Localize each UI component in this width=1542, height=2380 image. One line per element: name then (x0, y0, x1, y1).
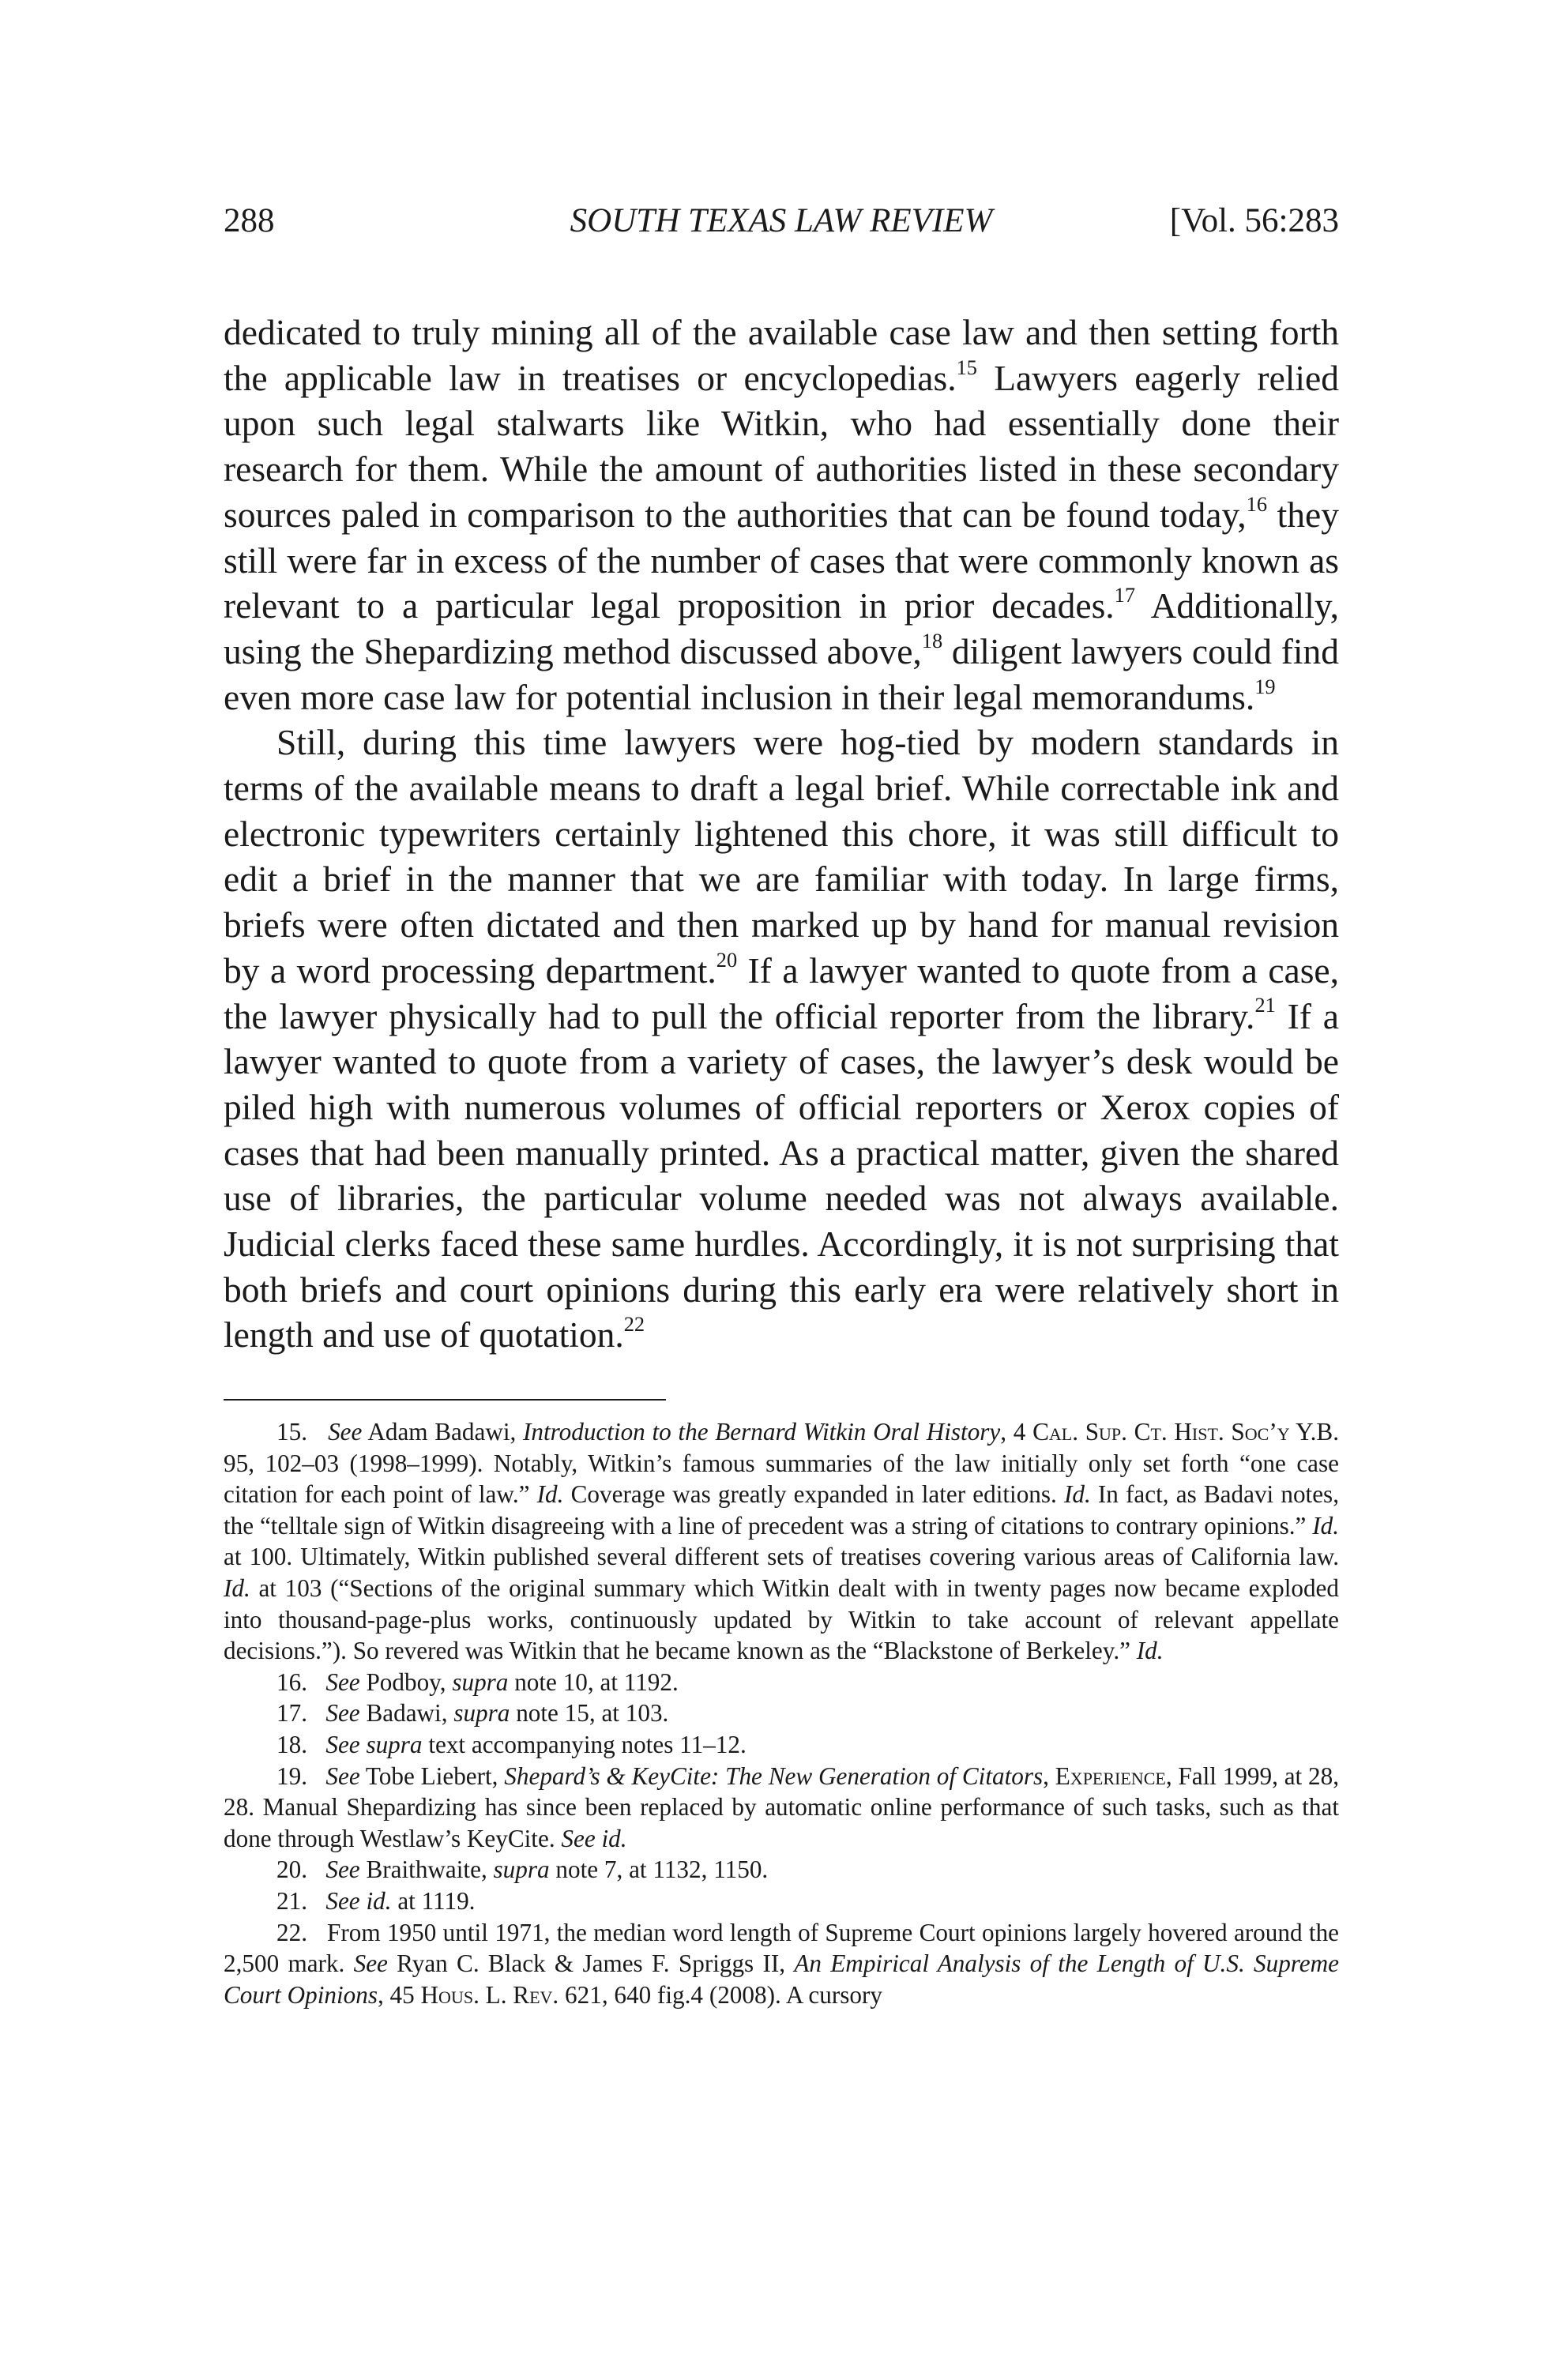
article-title: Introduction to the Bernard Witkin Oral History (523, 1418, 1001, 1446)
footnote-ref-20: 20 (716, 947, 738, 972)
text-run: they still were far in excess of the number of cases that were commonly known as relevant to a particular legal proposition in prior decades. (224, 494, 1339, 626)
text-run: , 45 (377, 1980, 421, 2009)
id-signal: See id. (325, 1886, 392, 1915)
text-run: , (1043, 1762, 1055, 1790)
paragraph-1 (224, 310, 1339, 720)
journal-name: Hous. L. Rev. (420, 1980, 559, 2009)
text-run: If a lawyer wanted to quote from a case, the lawyer physically had to pull the official reporter from the library. (224, 949, 1339, 1036)
signal: See (325, 1668, 360, 1696)
signal: See (325, 1762, 360, 1790)
id-signal: Id. (1136, 1637, 1164, 1665)
text-run: , Fall 1999, at 28, 28. Manual Shepardizing has since been replaced by automatic online performance of such tasks, such as that done through Westlaw’s KeyCite. (224, 1762, 1340, 1852)
footnote-21 (224, 1886, 1339, 1917)
paragraph-2 (224, 720, 1339, 1358)
body-text (224, 310, 1339, 1358)
footnote-number: 21. (276, 1886, 307, 1915)
footnote-17 (224, 1698, 1339, 1729)
text-run: Podboy, (359, 1668, 453, 1696)
text-run: , 4 (1000, 1418, 1033, 1446)
signal: See (325, 1699, 360, 1728)
footnote-number: 20. (276, 1855, 307, 1884)
footnote-divider (224, 1399, 666, 1401)
footnote-22 (224, 1917, 1339, 2011)
footnote-18 (224, 1729, 1339, 1761)
footnote-number: 19. (276, 1762, 307, 1790)
footnote-16 (224, 1667, 1339, 1698)
supra-signal: supra (493, 1855, 550, 1884)
text-run: Braithwaite, (359, 1855, 494, 1884)
text-run: If a lawyer wanted to quote from a variety of cases, the lawyer’s desk would be piled high with numerous volumes of official reporters or Xerox copies of cases that had been manually printed. As a practical matter, given the shared use of libraries, the particular volume needed was not always available. Judicial clerks faced these same hurdles. Accordingly, it is not surprising that both briefs and court opinions during this early era were relatively short in length and use of quotation. (224, 995, 1340, 1355)
signal: See (353, 1949, 388, 1978)
footnote-19 (224, 1761, 1339, 1855)
footnote-20 (224, 1854, 1339, 1886)
footnote-number: 17. (276, 1699, 307, 1728)
footnotes (224, 1416, 1339, 2010)
footnote-15 (224, 1416, 1339, 1667)
signal: See (325, 1855, 360, 1884)
text-run: Tobe Liebert, (359, 1762, 505, 1790)
id-signal: Id. (224, 1574, 250, 1602)
supra-signal: supra (452, 1668, 509, 1696)
footnote-ref-18: 18 (921, 628, 943, 652)
footnote-number: 18. (276, 1730, 307, 1758)
text-run: diligent lawyers could find even more case law for potential inclusion in their legal memorandums. (224, 630, 1340, 717)
footnote-number: 15. (276, 1418, 307, 1446)
text-run: at 100. Ultimately, Witkin published several different sets of treatises covering various areas of California law. (224, 1543, 1339, 1571)
running-header (224, 196, 1339, 246)
text-run: at 103 (“Sections of the original summary which Witkin dealt with in twenty pages now became exploded into thousand-page-plus works, continuously updated by Witkin to take account of relevant appellate decisions.”). So revered was Witkin that he became known as the “Blackstone of Berkeley.” (224, 1574, 1339, 1665)
text-run: at 1119. (391, 1886, 476, 1915)
text-run: From 1950 until 1971, the median word length of Supreme Court opinions largely hovered around the 2,500 mark. (224, 1918, 1340, 1978)
footnote-ref-15: 15 (956, 355, 977, 379)
text-run: Coverage was greatly expanded in later editions. (563, 1480, 1064, 1509)
footnote-ref-21: 21 (1254, 993, 1276, 1017)
text-run: text accompanying notes 11–12. (422, 1730, 747, 1758)
id-signal: Id. (536, 1480, 564, 1509)
text-run: dedicated to truly mining all of the available case law and then setting forth the applicable law in treatises or encyclopedias. (224, 312, 1339, 398)
text-run: note 7, at 1132, 1150. (549, 1855, 769, 1884)
supra-signal: supra (453, 1699, 510, 1728)
article-title: An Empirical Analysis of the Length of U.S. Supreme Court Opinions (224, 1949, 1339, 2009)
text-run: Still, during this time lawyers were hog-tied by modern standards in terms of the available means to draft a legal brief. While correctable ink and electronic typewriters certainly lightened this chore, it was still difficult to edit a brief in the manner that we are familiar with today. In large firms, briefs were often dictated and then marked up by hand for manual revision by a word processing department. (224, 722, 1339, 991)
id-signal: Id. (1063, 1480, 1091, 1509)
journal-title: SOUTH TEXAS LAW REVIEW (570, 202, 993, 239)
footnote-ref-19: 19 (1254, 674, 1276, 698)
journal-name: Cal. Sup. Ct. Hist. Soc’y Y.B. (1032, 1418, 1340, 1446)
footnote-ref-17: 17 (1114, 583, 1136, 607)
footnote-number: 22. (276, 1918, 307, 1946)
footnote-number: 16. (276, 1668, 307, 1696)
footnote-ref-16: 16 (1246, 491, 1268, 516)
text-run: 621, 640 fig.4 (2008). A cursory (559, 1980, 882, 2009)
volume-citation: [Vol. 56:283 (1169, 202, 1339, 239)
text-run: note 10, at 1192. (508, 1668, 679, 1696)
text-run: Lawyers eagerly relied upon such legal stalwarts like Witkin, who had essentially done their research for them. While the amount of authorities listed in these secondary sources paled in comparison to the authorities that can be found today, (224, 357, 1339, 535)
signal: See (328, 1418, 363, 1446)
footnote-ref-22: 22 (623, 1312, 645, 1337)
text-run: note 15, at 103. (510, 1699, 669, 1728)
article-title: Shepard’s & KeyCite: The New Generation of Citators (504, 1762, 1044, 1790)
text-run: Badawi, (359, 1699, 454, 1728)
id-signal: See id. (561, 1824, 627, 1852)
signal: See supra (325, 1730, 423, 1758)
text-run: In fact, as Badavi notes, the “telltale sign of Witkin disagreeing with a line of precedent was a string of citations to contrary opinions.” (224, 1480, 1339, 1540)
journal-name: Experience (1055, 1762, 1166, 1790)
text-run: Additionally, using the Shepardizing method discussed above, (224, 585, 1340, 671)
text-run: Adam Badawi, (362, 1418, 524, 1446)
text-run: Ryan C. Black & James F. Spriggs II, (387, 1949, 795, 1978)
id-signal: Id. (1312, 1511, 1339, 1540)
text-run: 95, 102–03 (1998–1999). Notably, Witkin’s famous summaries of the law initially only set forth “one case citation for each point of law.” (224, 1449, 1339, 1509)
page-number: 288 (224, 202, 275, 239)
